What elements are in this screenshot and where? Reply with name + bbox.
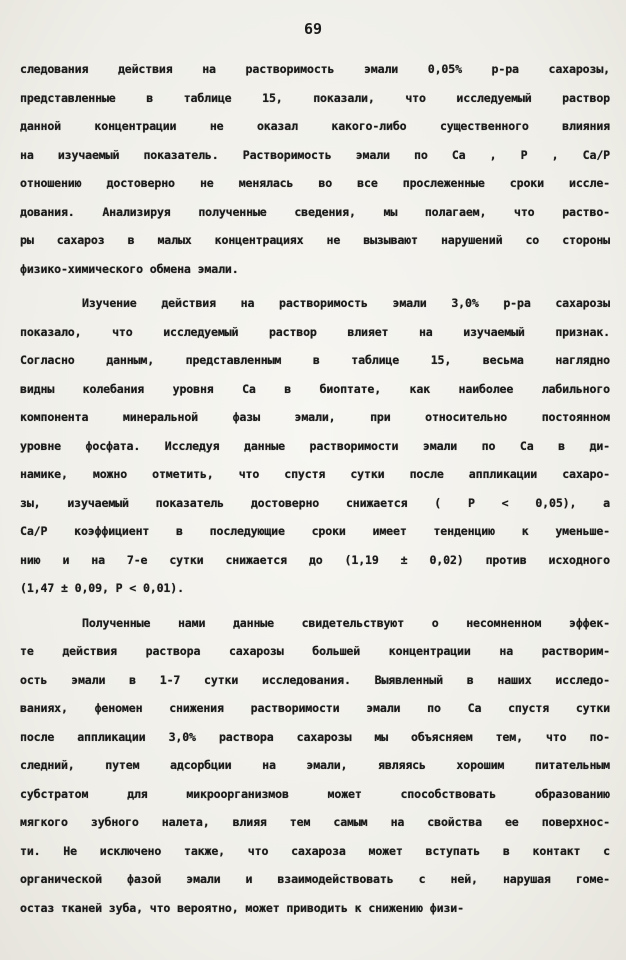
text-line: физико-химического обмена эмали.: [20, 261, 239, 276]
text-line: органической фазой эмали и взаимодействовать с ней, нарушая гоме-: [20, 872, 610, 886]
paragraph: [20, 609, 610, 923]
paragraph: [20, 55, 610, 283]
text-line: мягкого зубного налета, влияя тем самым на свойства ее поверхнос-: [20, 815, 610, 829]
text-line: те действия раствора сахарозы большей концентрации на растворим-: [20, 644, 610, 658]
paragraph: [20, 289, 610, 603]
text-line: ры сахароз в малых концентрациях не вызывают нарушений со стороны: [20, 233, 610, 247]
text-line: ваниях, феномен снижения растворимости эмали по Ca спустя сутки: [20, 701, 610, 715]
text-line: компонента минеральной фазы эмали, при относительно постоянном: [20, 410, 610, 424]
text-line: видны колебания уровня Ca в биоптате, как наиболее лабильного: [20, 381, 610, 396]
text-line: ость эмали в 1-7 сутки исследования. Выявленный в наших исследо-: [20, 672, 610, 687]
text-line: отношению достоверно не менялась во все прослеженные сроки иссле-: [20, 176, 610, 190]
text-line: Полученные нами данные свидетельствуют о несомненном эффек-: [82, 615, 610, 630]
text-line: после аппликации 3,0% раствора сахарозы мы объясняем тем, что по-: [20, 729, 610, 744]
page-number: 69: [303, 20, 323, 38]
text-line: представленные в таблице 15, показали, что исследуемый раствор: [20, 90, 610, 105]
text-line: нию и на 7-е сутки снижается до (1,19 ± 0,02) против исходного: [20, 552, 610, 567]
text-line: Согласно данным, представленным в таблице 15, весьма наглядно: [20, 353, 610, 367]
text-line: остаз тканей зуба, что вероятно, может приводить к снижению физи-: [20, 900, 464, 915]
text-line: уровне фосфата. Исследуя данные растворимости эмали по Ca в ди-: [20, 438, 610, 453]
text-line: ти. Не исключено также, что сахароза может вступать в контакт с: [20, 843, 610, 858]
text-line: дования. Анализируя полученные сведения, мы полагаем, что раство-: [20, 204, 610, 219]
text-line: следний, путем адсорбции на эмали, являясь хорошим питательным: [20, 758, 610, 772]
text-line: намике, можно отметить, что спустя сутки после аппликации сахаро-: [20, 467, 610, 481]
text-line: зы, изучаемый показатель достоверно снижается ( P < 0,05), а: [20, 495, 610, 510]
text-line: (1,47 ± 0,09, P < 0,01).: [20, 581, 184, 595]
text-line: на изучаемый показатель. Растворимость эмали по Ca , P , Ca/P: [20, 147, 610, 162]
body-text: [20, 55, 610, 922]
text-line: данной концентрации не оказал какого-либо существенного влияния: [20, 119, 610, 133]
text-line: следования действия на растворимость эмали 0,05% р-ра сахарозы,: [20, 62, 610, 76]
text-line: Ca/P коэффициент в последующие сроки имеет тенденцию к уменьше-: [20, 524, 610, 538]
text-line: Изучение действия на растворимость эмали 3,0% р-ра сахарозы: [82, 296, 610, 310]
text-line: показало, что исследуемый раствор влияет на изучаемый признак.: [20, 324, 610, 339]
text-line: субстратом для микроорганизмов может способствовать образованию: [20, 786, 610, 801]
